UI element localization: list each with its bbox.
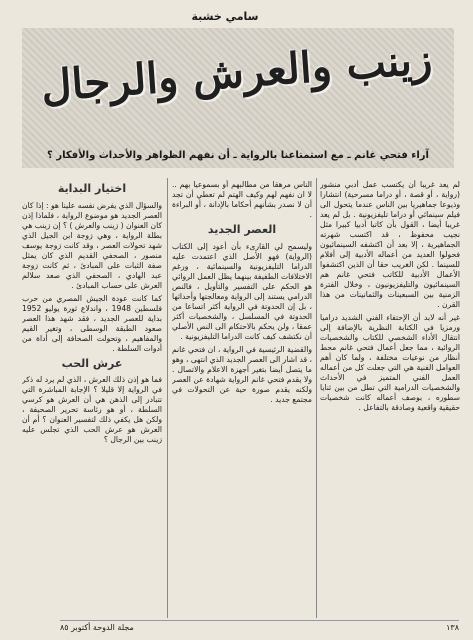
article-subtitle: آراء فتحي غانم ـ مع استمتاعنا بالرواية ـ أن نفهم الظواهر والأحداث والأفكار ؟ [47,150,429,161]
section-heading: عرش الحب [61,356,123,370]
paragraph: والقضية الرئيسية في الرواية ، ان فتحي غانم ، قد اشار الى العصر الجديد الذي انتهى ، وهو ما يتصل أيضا بتغير أجهزة الاعلام والاتصال . ولا يقدم فتحي غانم الرواية شهادة عن العصر ولكنه يقدم صورة حية عن التحولات في مجتمع جديد . [172,344,312,404]
section-heading: اختيار البداية [57,182,127,195]
column-divider [167,178,168,618]
column-left [22,180,162,620]
author-name: سامي خشبة [191,10,259,23]
column-middle [172,180,312,620]
page-number: ١٣٨ [446,623,459,632]
column-divider [316,178,317,618]
paragraph: لم يعد غريبا أن يكتسب عمل أدبي منشور (رواية ، أو قصة ، أو دراما مسرحية) انتشارا وذيوعا جماهيريا بين الناس عندما يتحول الى فيلم سينمائي أو دراما تليفزيونية . بل لم يعد غريبا أيضا ، القول بأن كاتبا أدبيا كبيرا مثل نجيب محفوظ ، قد اكتسب شهرته الجماهيرية ، إلا بعد أن اكتشفه السينمائيون فحولوا العديد من أعماله الأدبية إلى أفلام للسينما . لكن الغريب حقا أن الذين اكتشفوا الأعمال الأدبية للكاتب فتحي غانم هم السينمائيون والتليفزيونيون ، وخلال الفترة الزمنية بين السبعينات والثمانينات من هذا القرن . [320,180,460,310]
paragraph: غير أنه لابد أن الإحتفاء الفني الشديد دراميا ورمزيا في الكتابة النظرية بالإضافة إلى انتقال الأداء الشخصي للكتاب والشخصيات الروائية ، مما جعل أعمال فتحي غانم محط أنظار من نوعيات مختلفة ، ولما كان أهم العوامل الفنية هي التي جعلت كل من أعماله العمل الفني المتميز في الأحداث والشخصيات الدرامية التي تطل من بين ثنايا سطوره ، بوصف أعماله كانت شخصيات حقيقية واقعية وصادقة بالتفاعل . [320,313,460,413]
paragraph: فما هو إذن ذلك العرش ، الذي لم يرد له ذكر في الرواية إلا قليلا ؟ الإجابة المباشرة التي تتبادر إلى الذهن هي أن العرش هو كرسي السلطة ، أو هو رئاسة تحرير الصحيفة ، ولكن هل يكفي ذلك لتفسير العنوان ؟ أم أن العرش هو عرش الحب الذي تجلس عليه زينب بين الرجال ؟ [22,375,162,445]
paragraph: والسؤال الذي يفرض نفسه علينا هو : إذا كان العصر الجديد هو موضوع الرواية ، فلماذا إذن كان العنوان ( زينب والعرش ) ؟ إن زينب هي بطلة الرواية ، وهي زوجة ابن الجيل الذي شهد تحولات العصر ، وقد كانت زوجة يوسف منصور ، الصحفي القديم الذي كان يمثل صفة الثبات على المبادئ ، ثم كانت زوجة عبد الهادي ، الصحفي الذي صعد سلالم العرش على حساب المبادئ . [22,200,162,290]
publication-name: مجلة الدوحة أكتوبر ٨٥ [60,623,134,632]
paragraph: كما كانت عودة الجيش المصري من حرب فلسطين 1948 ، واندلاع ثورة يوليو 1952 بداية للعصر الجديد ، فقد شهد هذا العصر صعود الطبقة الوسطى ، وتغير القيم والمفاهيم ، وتحولت الصحافة إلى أداة من أدوات السلطة . [22,293,162,353]
section-heading: العصر الجديد [207,223,277,237]
paragraph: الناس مرهقا من مطالبهم أو بسموعيا بهم .. لا ان نفهم لهم وكيف الهتم لم تعطي أن تجد أن لا نصدر بشأنهم أحكاما بالإدانة ، أو البراءة . [172,180,312,220]
column-right [320,180,460,620]
paragraph: وليسمح لي القارىء بأن أعود إلى الكتاب (الرواية) فهو الأصل الذي اعتمدت عليه الدراما التليفزيونية والسينمائية ، ورغم الاختلافات الطفيفة بينهما يظل العمل الروائي هو الحكم على التفسير والتأويل ، فالنص الدرامي يستند إلى الرواية ومعالجتها وأحداثها ، بل إن الحدوتة في الرواية أكثر اتساعا من الحدوتة في المسلسل ، والشخصيات أكثر عمقا ، ولن يحكم بالاحتكام الى النص الأصلي أن نكتشف كيف كانت الدراما التليفزيونية . [172,241,312,341]
article-title: زينب والعرش والرجال [39,34,434,111]
page-footer [60,620,459,632]
